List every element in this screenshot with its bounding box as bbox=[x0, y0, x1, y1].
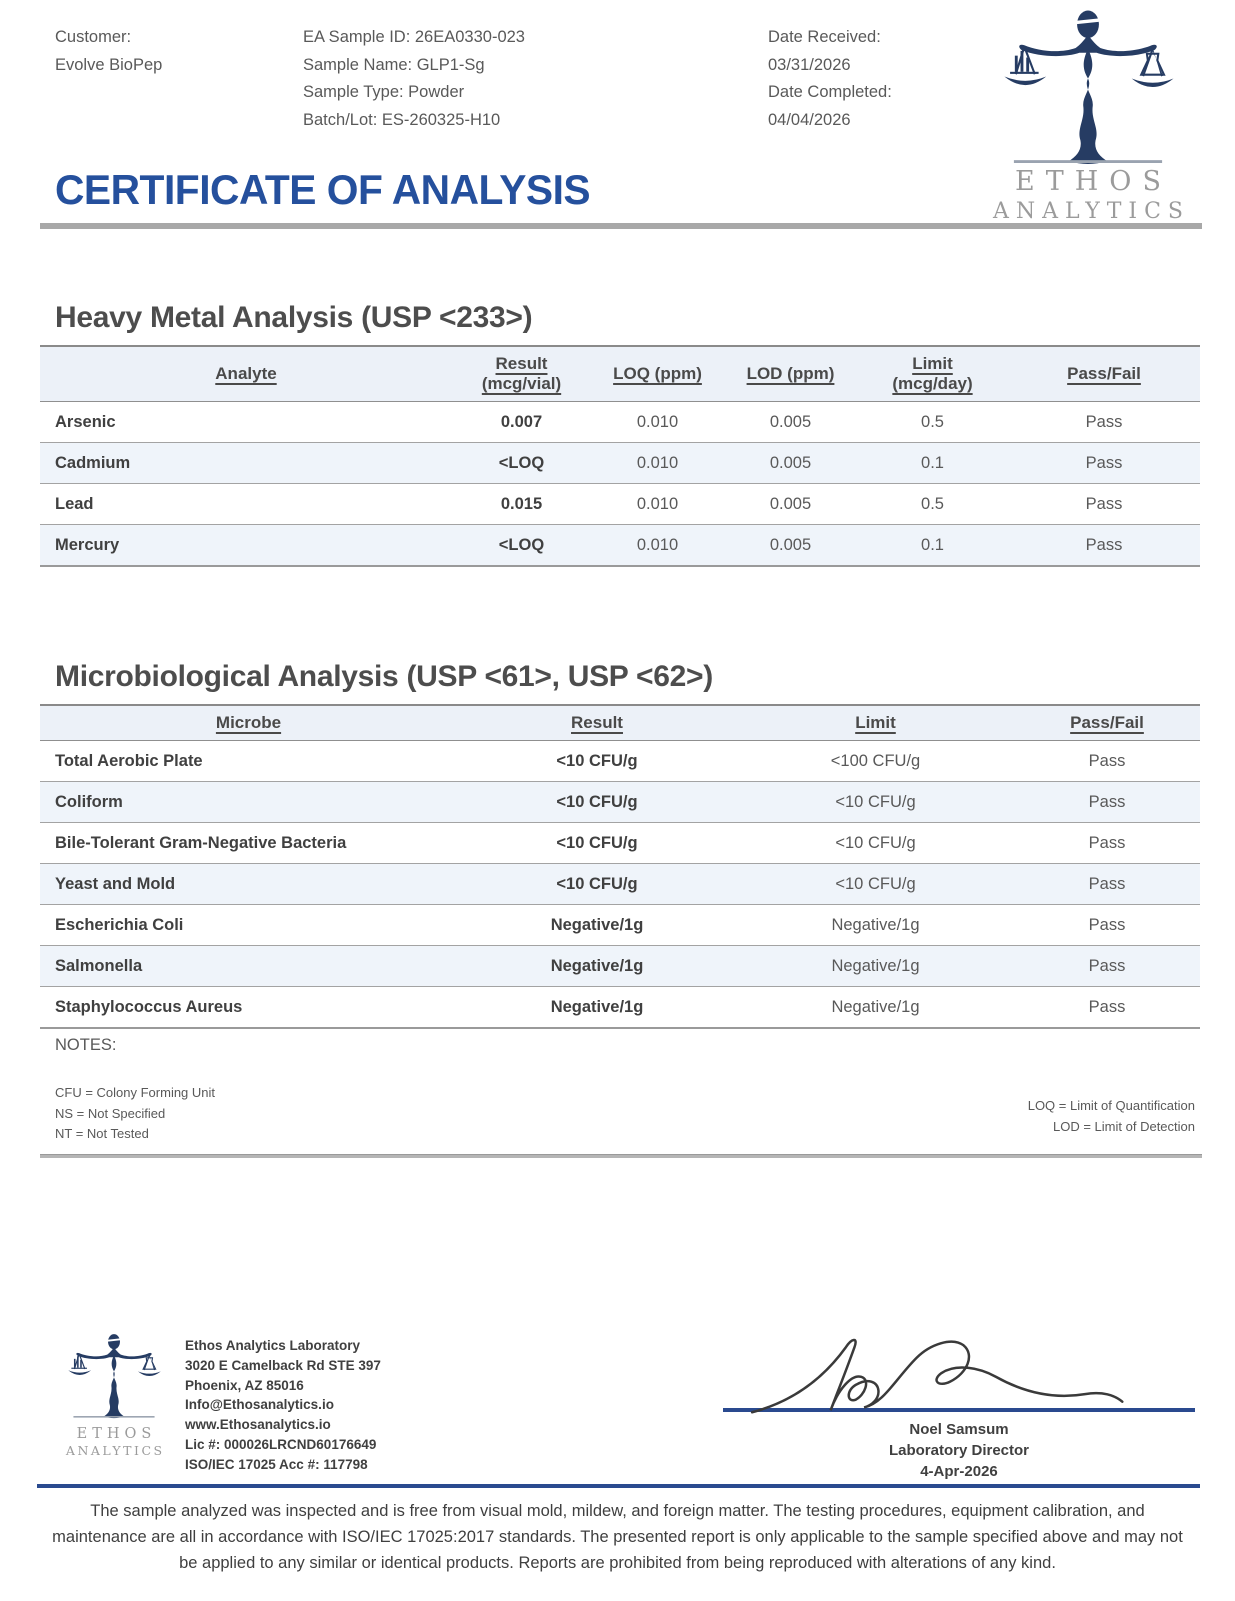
col-header-limit: Limit (mcg/day) bbox=[892, 354, 973, 393]
note-lod: LOD = Limit of Detection bbox=[1053, 1119, 1195, 1134]
cell-limit: Negative/1g bbox=[831, 915, 920, 934]
cell-passfail: Pass bbox=[1088, 956, 1126, 975]
cell-microbe: Coliform bbox=[55, 792, 123, 811]
microbiological-header-row bbox=[40, 705, 1200, 741]
logo-wordmark-ethos: ETHOS bbox=[1015, 166, 1172, 197]
col-header-loq: LOQ (ppm) bbox=[613, 364, 702, 383]
sample-type-line: Sample Type: Powder bbox=[303, 83, 465, 101]
footer bbox=[0, 1326, 1235, 1572]
cell-loq: 0.010 bbox=[636, 412, 679, 431]
cell-passfail: Pass bbox=[1088, 874, 1126, 893]
heavy-metal-table bbox=[40, 345, 1200, 567]
page-title: CERTIFICATE OF ANALYSIS bbox=[55, 166, 591, 213]
cell-limit: 0.1 bbox=[921, 535, 944, 554]
col-header-result: Result (mcg/vial) bbox=[481, 354, 562, 393]
disclaimer-text: The sample analyzed was inspected and is free from visual mold, mildew, and foreign matter. The testing procedures, equipment calibration, and maintenance are all in accordance with ISO/IEC 17025:2017 standards. The presented report is only applicable to the sample specified above and may not be applied to any similar or identical products. Reports are prohibited from being reproduced with alterations of any kind. bbox=[52, 1502, 1183, 1572]
cell-result: 0.007 bbox=[500, 412, 543, 431]
lab-address-street: 3020 E Camelback Rd STE 397 bbox=[185, 1357, 381, 1373]
customer-block bbox=[55, 24, 303, 134]
batch-lot-line: Batch/Lot: ES-260325-H10 bbox=[303, 110, 501, 129]
cell-lod: 0.005 bbox=[769, 535, 812, 554]
lab-email: Info@Ethosanalytics.io bbox=[185, 1397, 334, 1413]
lab-license: Lic #: 000026LRCND60176649 bbox=[185, 1436, 377, 1452]
cell-analyte: Lead bbox=[55, 494, 94, 513]
lab-website: www.Ethosanalytics.io bbox=[185, 1417, 331, 1433]
footer-divider-rule bbox=[37, 1484, 1200, 1488]
cell-passfail: Pass bbox=[1088, 833, 1126, 852]
table-row bbox=[40, 402, 1200, 443]
table-row bbox=[40, 782, 1200, 823]
cell-microbe: Escherichia Coli bbox=[55, 915, 184, 934]
cell-result: Negative/1g bbox=[550, 997, 644, 1016]
cell-limit: 0.5 bbox=[921, 412, 944, 431]
logo-wordmark-analytics: ANALYTICS bbox=[992, 199, 1191, 224]
cell-loq: 0.010 bbox=[636, 453, 679, 472]
table-row bbox=[40, 525, 1200, 567]
note-ns: NS = Not Specified bbox=[55, 1105, 166, 1121]
cell-passfail: Pass bbox=[1088, 915, 1126, 934]
cell-result: <10 CFU/g bbox=[556, 874, 638, 893]
table-row bbox=[40, 987, 1200, 1029]
cell-passfail: Pass bbox=[1085, 412, 1123, 431]
cell-analyte: Cadmium bbox=[55, 453, 131, 472]
cell-passfail: Pass bbox=[1085, 453, 1123, 472]
sample-id-line: EA Sample ID: 26EA0330-023 bbox=[303, 28, 525, 46]
cell-limit: <10 CFU/g bbox=[835, 874, 916, 893]
lady-justice-scales-icon bbox=[62, 1332, 166, 1420]
cell-microbe: Staphylococcus Aureus bbox=[55, 997, 243, 1016]
cell-loq: 0.010 bbox=[636, 535, 679, 554]
lab-address-city: Phoenix, AZ 85016 bbox=[185, 1377, 304, 1393]
notes-abbreviations bbox=[55, 1083, 1195, 1145]
note-nt: NT = Not Tested bbox=[55, 1126, 149, 1141]
cell-limit: Negative/1g bbox=[831, 997, 920, 1016]
sample-name-line: Sample Name: GLP1-Sg bbox=[303, 55, 485, 74]
col-header-result: Result bbox=[571, 713, 623, 732]
cell-limit: 0.1 bbox=[921, 453, 944, 472]
date-received-value: 03/31/2026 bbox=[768, 55, 851, 74]
cell-microbe: Bile-Tolerant Gram-Negative Bacteria bbox=[55, 833, 347, 852]
cell-limit: <10 CFU/g bbox=[835, 792, 916, 811]
note-cfu: CFU = Colony Forming Unit bbox=[55, 1085, 216, 1100]
cell-passfail: Pass bbox=[1088, 997, 1126, 1016]
col-header-passfail: Pass/Fail bbox=[1070, 713, 1144, 732]
note-loq: LOQ = Limit of Quantification bbox=[1027, 1098, 1195, 1113]
cell-result: <10 CFU/g bbox=[556, 792, 638, 811]
cell-lod: 0.005 bbox=[769, 494, 812, 513]
cell-analyte: Mercury bbox=[55, 535, 120, 554]
cell-microbe: Salmonella bbox=[55, 956, 143, 975]
signer-date: 4-Apr-2026 bbox=[920, 1463, 998, 1480]
lady-justice-scales-icon bbox=[993, 8, 1183, 166]
signature-line bbox=[723, 1408, 1195, 1412]
footer-logo-wordmark-analytics: ANALYTICS bbox=[65, 1443, 165, 1458]
cell-microbe: Yeast and Mold bbox=[55, 874, 176, 893]
cell-microbe: Total Aerobic Plate bbox=[55, 751, 203, 770]
cell-passfail: Pass bbox=[1088, 751, 1126, 770]
signer-name: Noel Samsum bbox=[909, 1421, 1009, 1438]
table-row bbox=[40, 864, 1200, 905]
cell-lod: 0.005 bbox=[769, 412, 812, 431]
lab-iso-accreditation: ISO/IEC 17025 Acc #: 117798 bbox=[185, 1456, 368, 1472]
cell-limit: 0.5 bbox=[921, 494, 944, 513]
heavy-metal-heading: Heavy Metal Analysis (USP <233>) bbox=[55, 301, 533, 334]
customer-label: Customer: bbox=[55, 28, 132, 46]
col-header-passfail: Pass/Fail bbox=[1067, 364, 1141, 383]
cell-result: 0.015 bbox=[500, 494, 543, 513]
table-row bbox=[40, 741, 1200, 782]
notes-divider-rule bbox=[40, 1154, 1202, 1158]
cell-result: <LOQ bbox=[498, 535, 545, 554]
table-row bbox=[40, 905, 1200, 946]
cell-result: <LOQ bbox=[498, 453, 545, 472]
dates-block bbox=[768, 24, 998, 134]
cell-passfail: Pass bbox=[1088, 792, 1126, 811]
table-row bbox=[40, 823, 1200, 864]
customer-name: Evolve BioPep bbox=[55, 55, 163, 74]
lab-contact-info bbox=[185, 1326, 381, 1482]
signature-block bbox=[723, 1326, 1195, 1482]
footer-logo-wordmark-ethos: ETHOS bbox=[76, 1426, 157, 1442]
date-completed-value: 04/04/2026 bbox=[768, 110, 851, 129]
cell-result: <10 CFU/g bbox=[556, 751, 638, 770]
cell-loq: 0.010 bbox=[636, 494, 679, 513]
notes-left-column bbox=[55, 1083, 215, 1145]
lab-name: Ethos Analytics Laboratory bbox=[185, 1338, 361, 1353]
col-header-analyte: Analyte bbox=[215, 364, 277, 383]
cell-passfail: Pass bbox=[1085, 494, 1123, 513]
cell-result: Negative/1g bbox=[550, 956, 644, 975]
col-header-microbe: Microbe bbox=[215, 713, 282, 732]
microbiological-table bbox=[40, 704, 1200, 1029]
col-header-lod: LOD (ppm) bbox=[746, 364, 835, 383]
table-row bbox=[40, 946, 1200, 987]
cell-limit: <100 CFU/g bbox=[830, 751, 921, 770]
date-completed-label: Date Completed: bbox=[768, 83, 892, 101]
cell-lod: 0.005 bbox=[769, 453, 812, 472]
cell-result: <10 CFU/g bbox=[556, 833, 638, 852]
footer-logo bbox=[55, 1326, 173, 1482]
signer-title: Laboratory Director bbox=[888, 1442, 1030, 1459]
microbiological-heading: Microbiological Analysis (USP <61>, USP <62>) bbox=[55, 660, 713, 693]
cell-limit: <10 CFU/g bbox=[835, 833, 916, 852]
table-row bbox=[40, 443, 1200, 484]
notes-label: NOTES: bbox=[55, 1036, 117, 1054]
table-row bbox=[40, 484, 1200, 525]
cell-analyte: Arsenic bbox=[55, 412, 116, 431]
cell-passfail: Pass bbox=[1085, 535, 1123, 554]
heavy-metal-header-row bbox=[40, 346, 1200, 402]
sample-info-block bbox=[303, 24, 768, 134]
cell-limit: Negative/1g bbox=[831, 956, 920, 975]
date-received-label: Date Received: bbox=[768, 28, 881, 46]
notes-right-column bbox=[1028, 1083, 1195, 1145]
cell-result: Negative/1g bbox=[550, 915, 644, 934]
col-header-limit: Limit bbox=[855, 713, 896, 732]
